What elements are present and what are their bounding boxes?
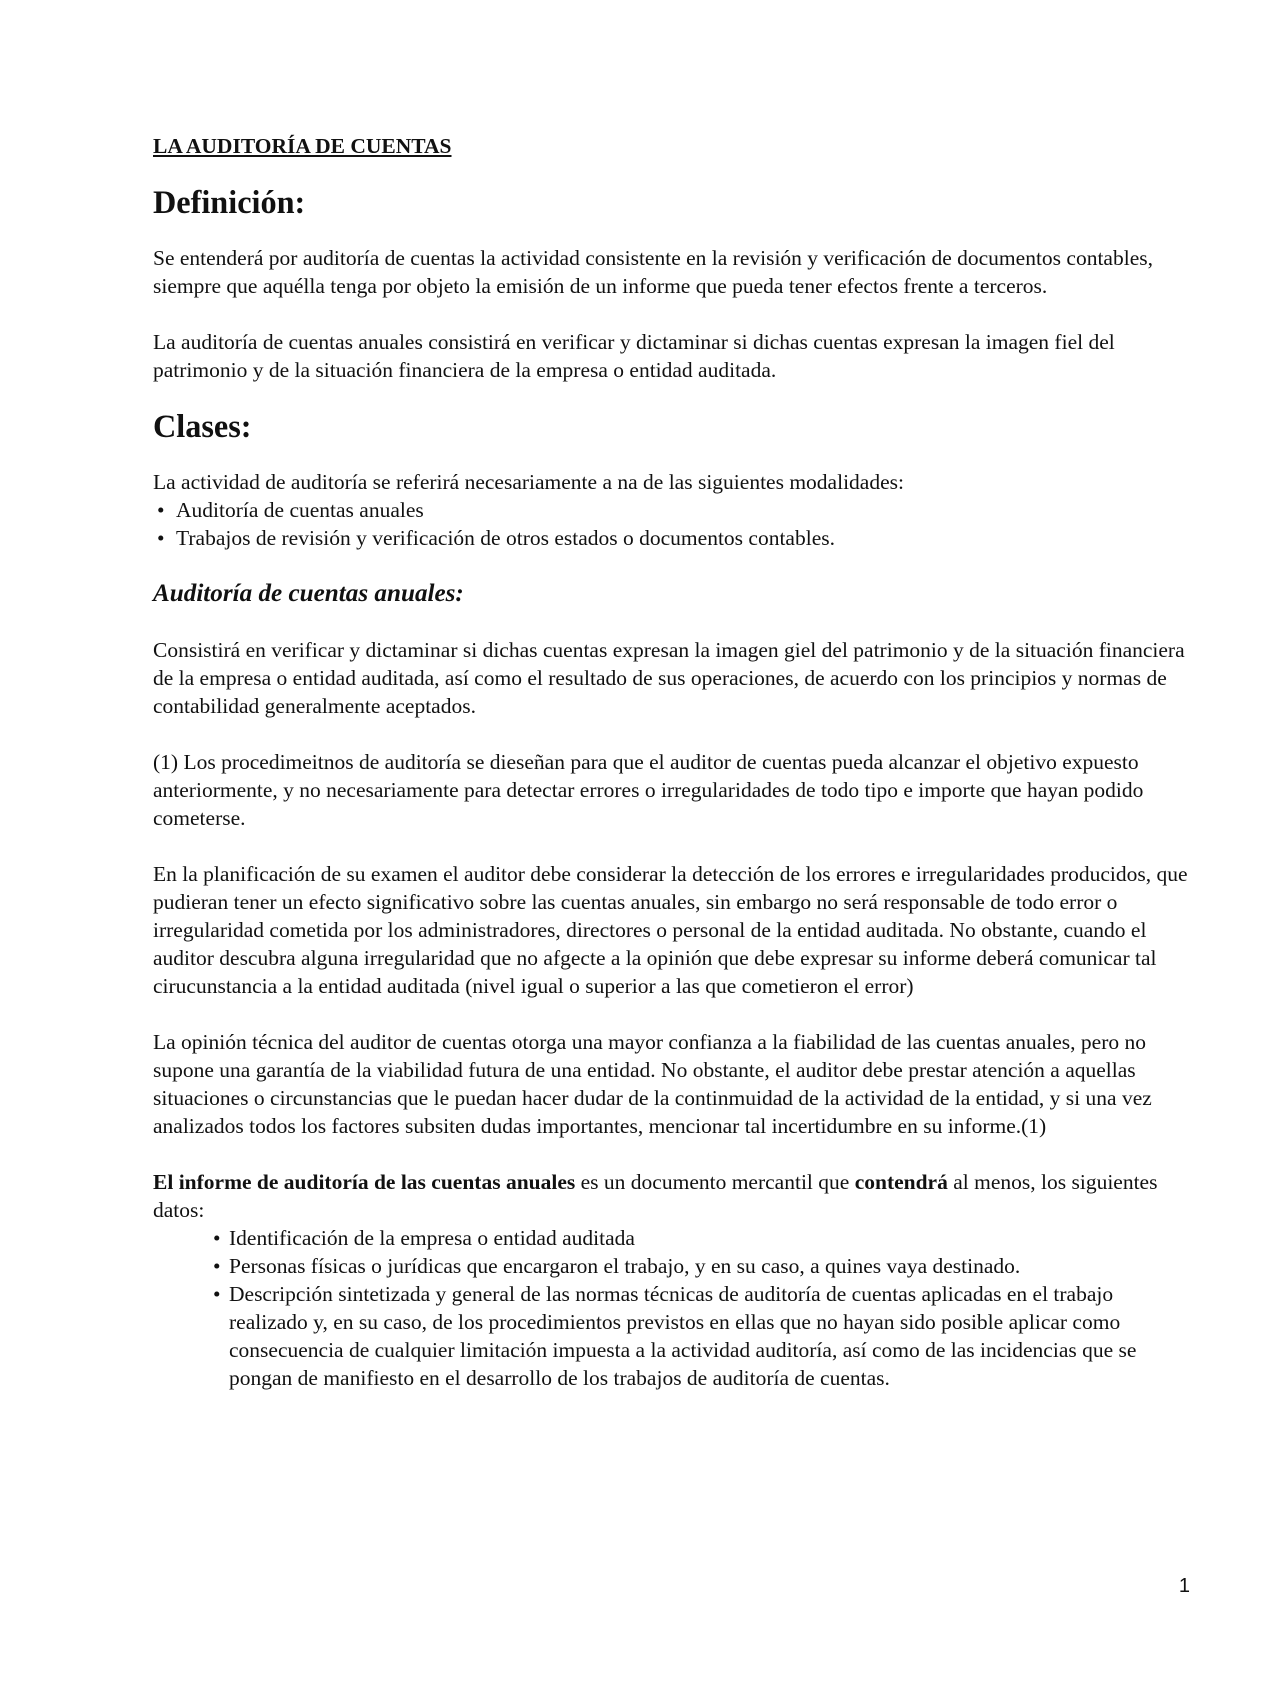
list-item-text: Descripción sintetizada y general de las normas técnicas de auditoría de cuentas aplicadas en el trabajo realizado y, en su caso, de los procedimientos previstos en ellas que no hayan sido posible aplicar como consecuencia de cualquier limitación impuesta a la actividad auditoría, así como de las incidencias que se pongan de manifiesto en el desarrollo de los trabajos de auditoría de cuentas. bbox=[229, 1282, 1137, 1390]
report-paragraph bbox=[153, 1168, 1193, 1224]
list-item bbox=[153, 524, 1193, 552]
annual-paragraph-4: La opinión técnica del auditor de cuentas otorga una mayor confianza a la fiabilidad de las cuentas anuales, pero no supone una garantía de la viabilidad futura de una entidad. No obstante, el auditor debe prestar atención a aquellas situaciones o circunstancias que le puedan hacer dudar de la continmuidad de la actividad de la entidad, y si una vez analizados todos los factores subsiten dudas importantes, mencionar tal incertidumbre en su informe.(1) bbox=[153, 1030, 1152, 1138]
annual-audit-heading: Auditoría de cuentas anuales: bbox=[153, 580, 464, 607]
list-item bbox=[213, 1224, 1193, 1252]
bullet-icon: • bbox=[213, 1282, 221, 1306]
report-bold-verb: contendrá bbox=[854, 1170, 948, 1194]
definition-paragraph-2: La auditoría de cuentas anuales consistirá en verificar y dictaminar si dichas cuentas expresan la imagen fiel del patrimonio y de la situación financiera de la empresa o entidad auditada. bbox=[153, 330, 1115, 382]
bullet-icon: • bbox=[157, 498, 165, 522]
bullet-icon: • bbox=[213, 1254, 221, 1278]
report-bold-term: El informe de auditoría de las cuentas anuales bbox=[153, 1170, 576, 1194]
list-item bbox=[213, 1252, 1193, 1280]
classes-intro: La actividad de auditoría se referirá necesariamente a na de las siguientes modalidades: bbox=[153, 470, 904, 494]
annual-paragraph-1: Consistirá en verificar y dictaminar si dichas cuentas expresan la imagen giel del patrimonio y de la situación financiera de la empresa o entidad auditada, así como el resultado de sus operaciones, de acuerdo con los principios y normas de contabilidad generalmente aceptados. bbox=[153, 638, 1185, 718]
bullet-icon: • bbox=[157, 526, 165, 550]
classes-heading: Clases: bbox=[153, 408, 252, 444]
annual-paragraph-3: En la planificación de su examen el auditor debe considerar la detección de los errores e irregularidades producidos, que pudieran tener un efecto significativo sobre las cuentas anuales, sin embargo no será responsable de todo error o irregularidad cometida por los administradores, directores o personal de la entidad auditada. No obstante, cuando el auditor descubra alguna irregularidad que no afgecte a la opinión que debe expresar su informe deberá comunicar tal cirucunstancia a la entidad auditada (nivel igual o superior a las que cometieron el error) bbox=[153, 862, 1188, 998]
bullet-icon: • bbox=[213, 1226, 221, 1250]
page-content bbox=[153, 132, 1193, 1392]
list-item-text: Auditoría de cuentas anuales bbox=[176, 498, 424, 522]
list-item-text: Trabajos de revisión y verificación de otros estados o documentos contables. bbox=[176, 526, 835, 550]
list-item-text: Personas físicas o jurídicas que encargaron el trabajo, y en su caso, a quines vaya destinado. bbox=[229, 1254, 1021, 1278]
report-text-2: al menos, los siguientes datos: bbox=[153, 1170, 1158, 1222]
list-item bbox=[153, 496, 1193, 524]
report-list bbox=[213, 1224, 1193, 1392]
annual-paragraph-2: (1) Los procedimeitnos de auditoría se dieseñan para que el auditor de cuentas pueda alcanzar el objetivo expuesto anteriormente, y no necesariamente para detectar errores o irregularidades de todo tipo e importe que hayan podido cometerse. bbox=[153, 750, 1144, 830]
report-text-1: es un documento mercantil que bbox=[575, 1170, 855, 1194]
list-item-text: Identificación de la empresa o entidad auditada bbox=[229, 1226, 635, 1250]
definition-paragraph-1: Se entenderá por auditoría de cuentas la actividad consistente en la revisión y verificación de documentos contables, siempre que aquélla tenga por objeto la emisión de un informe que pueda tener efectos frente a terceros. bbox=[153, 246, 1153, 298]
classes-list bbox=[153, 496, 1193, 552]
definition-heading: Definición: bbox=[153, 184, 306, 220]
page-number: 1 bbox=[1178, 1575, 1190, 1597]
document-title: LA AUDITORÍA DE CUENTAS bbox=[153, 134, 452, 158]
list-item bbox=[213, 1280, 1193, 1392]
